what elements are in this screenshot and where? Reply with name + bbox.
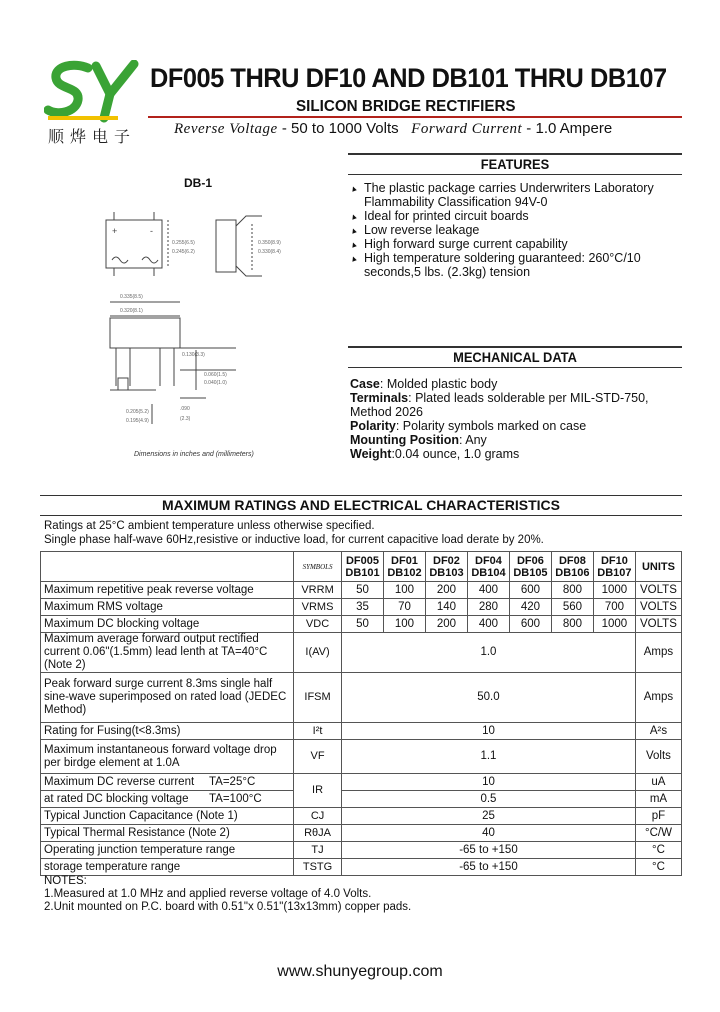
row-value: 10 <box>342 774 636 791</box>
row-desc: Typical Junction Capacitance (Note 1) <box>41 808 294 825</box>
document-subtitle: SILICON BRIDGE RECTIFIERS <box>296 98 516 115</box>
svg-text:0.350(8.9): 0.350(8.9) <box>258 240 281 246</box>
row-symbol: VRRM <box>294 582 342 599</box>
row-unit: °C <box>635 859 681 876</box>
svg-text:+: + <box>112 226 118 236</box>
row-unit: VOLTS <box>635 599 681 616</box>
row-symbol: I(AV) <box>294 633 342 673</box>
notes-label: NOTES: <box>44 875 87 887</box>
svg-text:0.195(4.9): 0.195(4.9) <box>126 418 149 424</box>
row-unit: °C/W <box>635 825 681 842</box>
svg-text:-: - <box>150 226 153 236</box>
header-part: DF10 DB107 <box>593 552 635 582</box>
header-units: UNITS <box>635 552 681 582</box>
row-symbol: CJ <box>294 808 342 825</box>
row-desc: Maximum average forward output rectified current 0.06"(1.5mm) lead lenth at TA=40°C (Note 2) <box>41 633 294 673</box>
row-desc: Maximum instantaneous forward voltage drop per birdge element at 1.0A <box>41 740 294 774</box>
row-unit: Amps <box>635 633 681 673</box>
table-row: Maximum repetitive peak reverse voltage VRRM 50 100 200 400 600 800 1000 VOLTS <box>41 582 682 599</box>
company-logo <box>44 60 144 150</box>
table-row <box>41 673 682 723</box>
svg-text:.090: .090 <box>180 406 190 412</box>
table-row <box>41 633 682 673</box>
row-value: 1.0 <box>342 633 636 673</box>
row-desc: Maximum repetitive peak reverse voltage <box>41 582 294 599</box>
row-unit: Volts <box>635 740 681 774</box>
svg-text:0.130(3.3): 0.130(3.3) <box>182 352 205 358</box>
features-heading: FEATURES <box>480 156 550 172</box>
row-value: 40 <box>342 825 636 842</box>
feature-item: ▲ Ideal for printed circuit boards <box>350 209 690 223</box>
row-value: 50.0 <box>342 673 636 723</box>
row-desc: storage temperature range <box>41 859 294 876</box>
ratings-note-2: Single phase half-wave 60Hz,resistive or inductive load, for current capacitive load derate by 20%. <box>44 534 544 546</box>
mech-mounting: Mounting Position: Any <box>350 433 487 447</box>
document-title: DF005 THRU DF10 AND DB101 THRU DB107 <box>150 63 667 93</box>
row-symbol: IFSM <box>294 673 342 723</box>
row-symbol: VF <box>294 740 342 774</box>
table-row: Maximum RMS voltage VRMS 35 70 140 280 420 560 700 VOLTS <box>41 599 682 616</box>
feature-item: ▲ Low reverse leakage <box>350 223 690 237</box>
row-unit: VOLTS <box>635 582 681 599</box>
forward-current-label: Forward Current <box>411 121 523 137</box>
header-part: DF06 DB105 <box>509 552 551 582</box>
row-desc: Maximum RMS voltage <box>41 599 294 616</box>
table-row <box>41 740 682 774</box>
svg-text:(2.3): (2.3) <box>180 416 191 422</box>
row-unit: pF <box>635 808 681 825</box>
note-2: 2.Unit mounted on P.C. board with 0.51"x 0.51"(13x13mm) copper pads. <box>44 901 412 913</box>
row-desc: Rating for Fusing(t<8.3ms) <box>41 723 294 740</box>
row-unit: A²s <box>635 723 681 740</box>
row-desc: Maximum DC reverse current TA=25°C <box>41 774 294 791</box>
ratings-rule-top <box>40 495 682 496</box>
table-row <box>41 723 682 740</box>
note-1: 1.Measured at 1.0 MHz and applied reverse voltage of 4.0 Volts. <box>44 888 372 900</box>
row-unit: mA <box>635 791 681 808</box>
feature-item: ▲ High forward surge current capability <box>350 237 690 251</box>
dimensions-note: Dimensions in inches and (millimeters) <box>134 451 254 458</box>
mechanical-data <box>350 377 690 461</box>
row-value: 0.5 <box>342 791 636 808</box>
svg-text:0.320(8.1): 0.320(8.1) <box>120 308 143 314</box>
mechanical-rule-bottom <box>348 367 682 368</box>
header-part: DF005 DB101 <box>342 552 384 582</box>
mech-terminals: Terminals: Plated leads solderable per MIL-STD-750, Method 2026 <box>350 391 649 419</box>
row-value: 10 <box>342 723 636 740</box>
row-value: 25 <box>342 808 636 825</box>
feature-item: ▲ The plastic package carries Underwriters Laboratory Flammability Classification 94V-0 <box>350 181 690 209</box>
forward-current-value: - 1.0 Ampere <box>522 120 613 137</box>
feature-item: ▲ High temperature soldering guaranteed: 260°C/10 seconds,5 lbs. (2.3kg) tension <box>350 251 690 279</box>
sy-logo-icon <box>44 60 144 124</box>
ratings-table <box>40 551 682 876</box>
reverse-voltage-value: - 50 to 1000 Volts <box>277 120 399 137</box>
row-unit: uA <box>635 774 681 791</box>
footnotes <box>44 875 411 914</box>
row-symbol: VDC <box>294 616 342 633</box>
row-desc: Operating junction temperature range <box>41 842 294 859</box>
website-link[interactable]: www.shunyegroup.com <box>277 963 443 980</box>
row-unit: °C <box>635 842 681 859</box>
logo-chinese-name: 顺烨电子 <box>48 127 137 146</box>
tagline <box>174 120 612 138</box>
row-desc: Peak forward surge current 8.3ms single half sine-wave superimposed on rated load (JEDEC Method) <box>41 673 294 723</box>
table-row <box>41 859 682 876</box>
table-row <box>41 842 682 859</box>
row-symbol: I²t <box>294 723 342 740</box>
row-unit: Amps <box>635 673 681 723</box>
package-outline-drawing <box>96 190 346 452</box>
row-value: -65 to +150 <box>342 842 636 859</box>
table-row <box>41 825 682 842</box>
row-desc: Typical Thermal Resistance (Note 2) <box>41 825 294 842</box>
row-desc: Maximum DC blocking voltage <box>41 616 294 633</box>
table-row <box>41 808 682 825</box>
svg-text:0.330(8.4): 0.330(8.4) <box>258 249 281 255</box>
header-symbols: SYMBOLS <box>294 552 342 582</box>
svg-text:0.060(1.5): 0.060(1.5) <box>204 372 227 378</box>
package-label: DB-1 <box>184 176 213 190</box>
ratings-rule-bottom <box>40 515 682 516</box>
mech-case: Case: Molded plastic body <box>350 377 498 391</box>
row-symbol: IR <box>294 774 342 808</box>
mechanical-rule-top <box>348 346 682 348</box>
features-rule-bottom <box>348 174 682 175</box>
header-part: DF08 DB106 <box>551 552 593 582</box>
header-part: DF01 DB102 <box>384 552 426 582</box>
table-row <box>41 774 682 791</box>
row-value: -65 to +150 <box>342 859 636 876</box>
row-symbol: VRMS <box>294 599 342 616</box>
row-symbol: TJ <box>294 842 342 859</box>
header-part: DF04 DB104 <box>467 552 509 582</box>
row-value: 1.1 <box>342 740 636 774</box>
row-desc: at rated DC blocking voltage TA=100°C <box>41 791 294 808</box>
mech-polarity: Polarity: Polarity symbols marked on case <box>350 419 587 433</box>
features-rule-top <box>348 153 682 155</box>
ratings-note-1: Ratings at 25°C ambient temperature unless otherwise specified. <box>44 520 375 532</box>
table-row: Maximum DC blocking voltage VDC 50 100 200 400 600 800 1000 VOLTS <box>41 616 682 633</box>
row-symbol: TSTG <box>294 859 342 876</box>
ratings-notes <box>44 519 544 547</box>
svg-text:0.245(6.2): 0.245(6.2) <box>172 249 195 255</box>
mechanical-heading: MECHANICAL DATA <box>453 349 577 365</box>
mech-weight: Weight:0.04 ounce, 1.0 grams <box>350 447 520 461</box>
svg-text:0.255(6.5): 0.255(6.5) <box>172 240 195 246</box>
svg-text:0.335(8.5): 0.335(8.5) <box>120 294 143 300</box>
svg-text:0.040(1.0): 0.040(1.0) <box>204 380 227 386</box>
header-part: DF02 DB103 <box>425 552 467 582</box>
features-list <box>350 181 690 279</box>
row-unit: VOLTS <box>635 616 681 633</box>
svg-text:0.205(5.2): 0.205(5.2) <box>126 409 149 415</box>
ratings-heading: MAXIMUM RATINGS AND ELECTRICAL CHARACTERISTICS <box>162 497 560 513</box>
reverse-voltage-label: Reverse Voltage <box>174 121 278 137</box>
table-header-row <box>41 552 682 582</box>
row-symbol: RθJA <box>294 825 342 842</box>
header-blank <box>41 552 294 582</box>
table-row <box>41 791 682 808</box>
title-divider <box>148 116 682 118</box>
